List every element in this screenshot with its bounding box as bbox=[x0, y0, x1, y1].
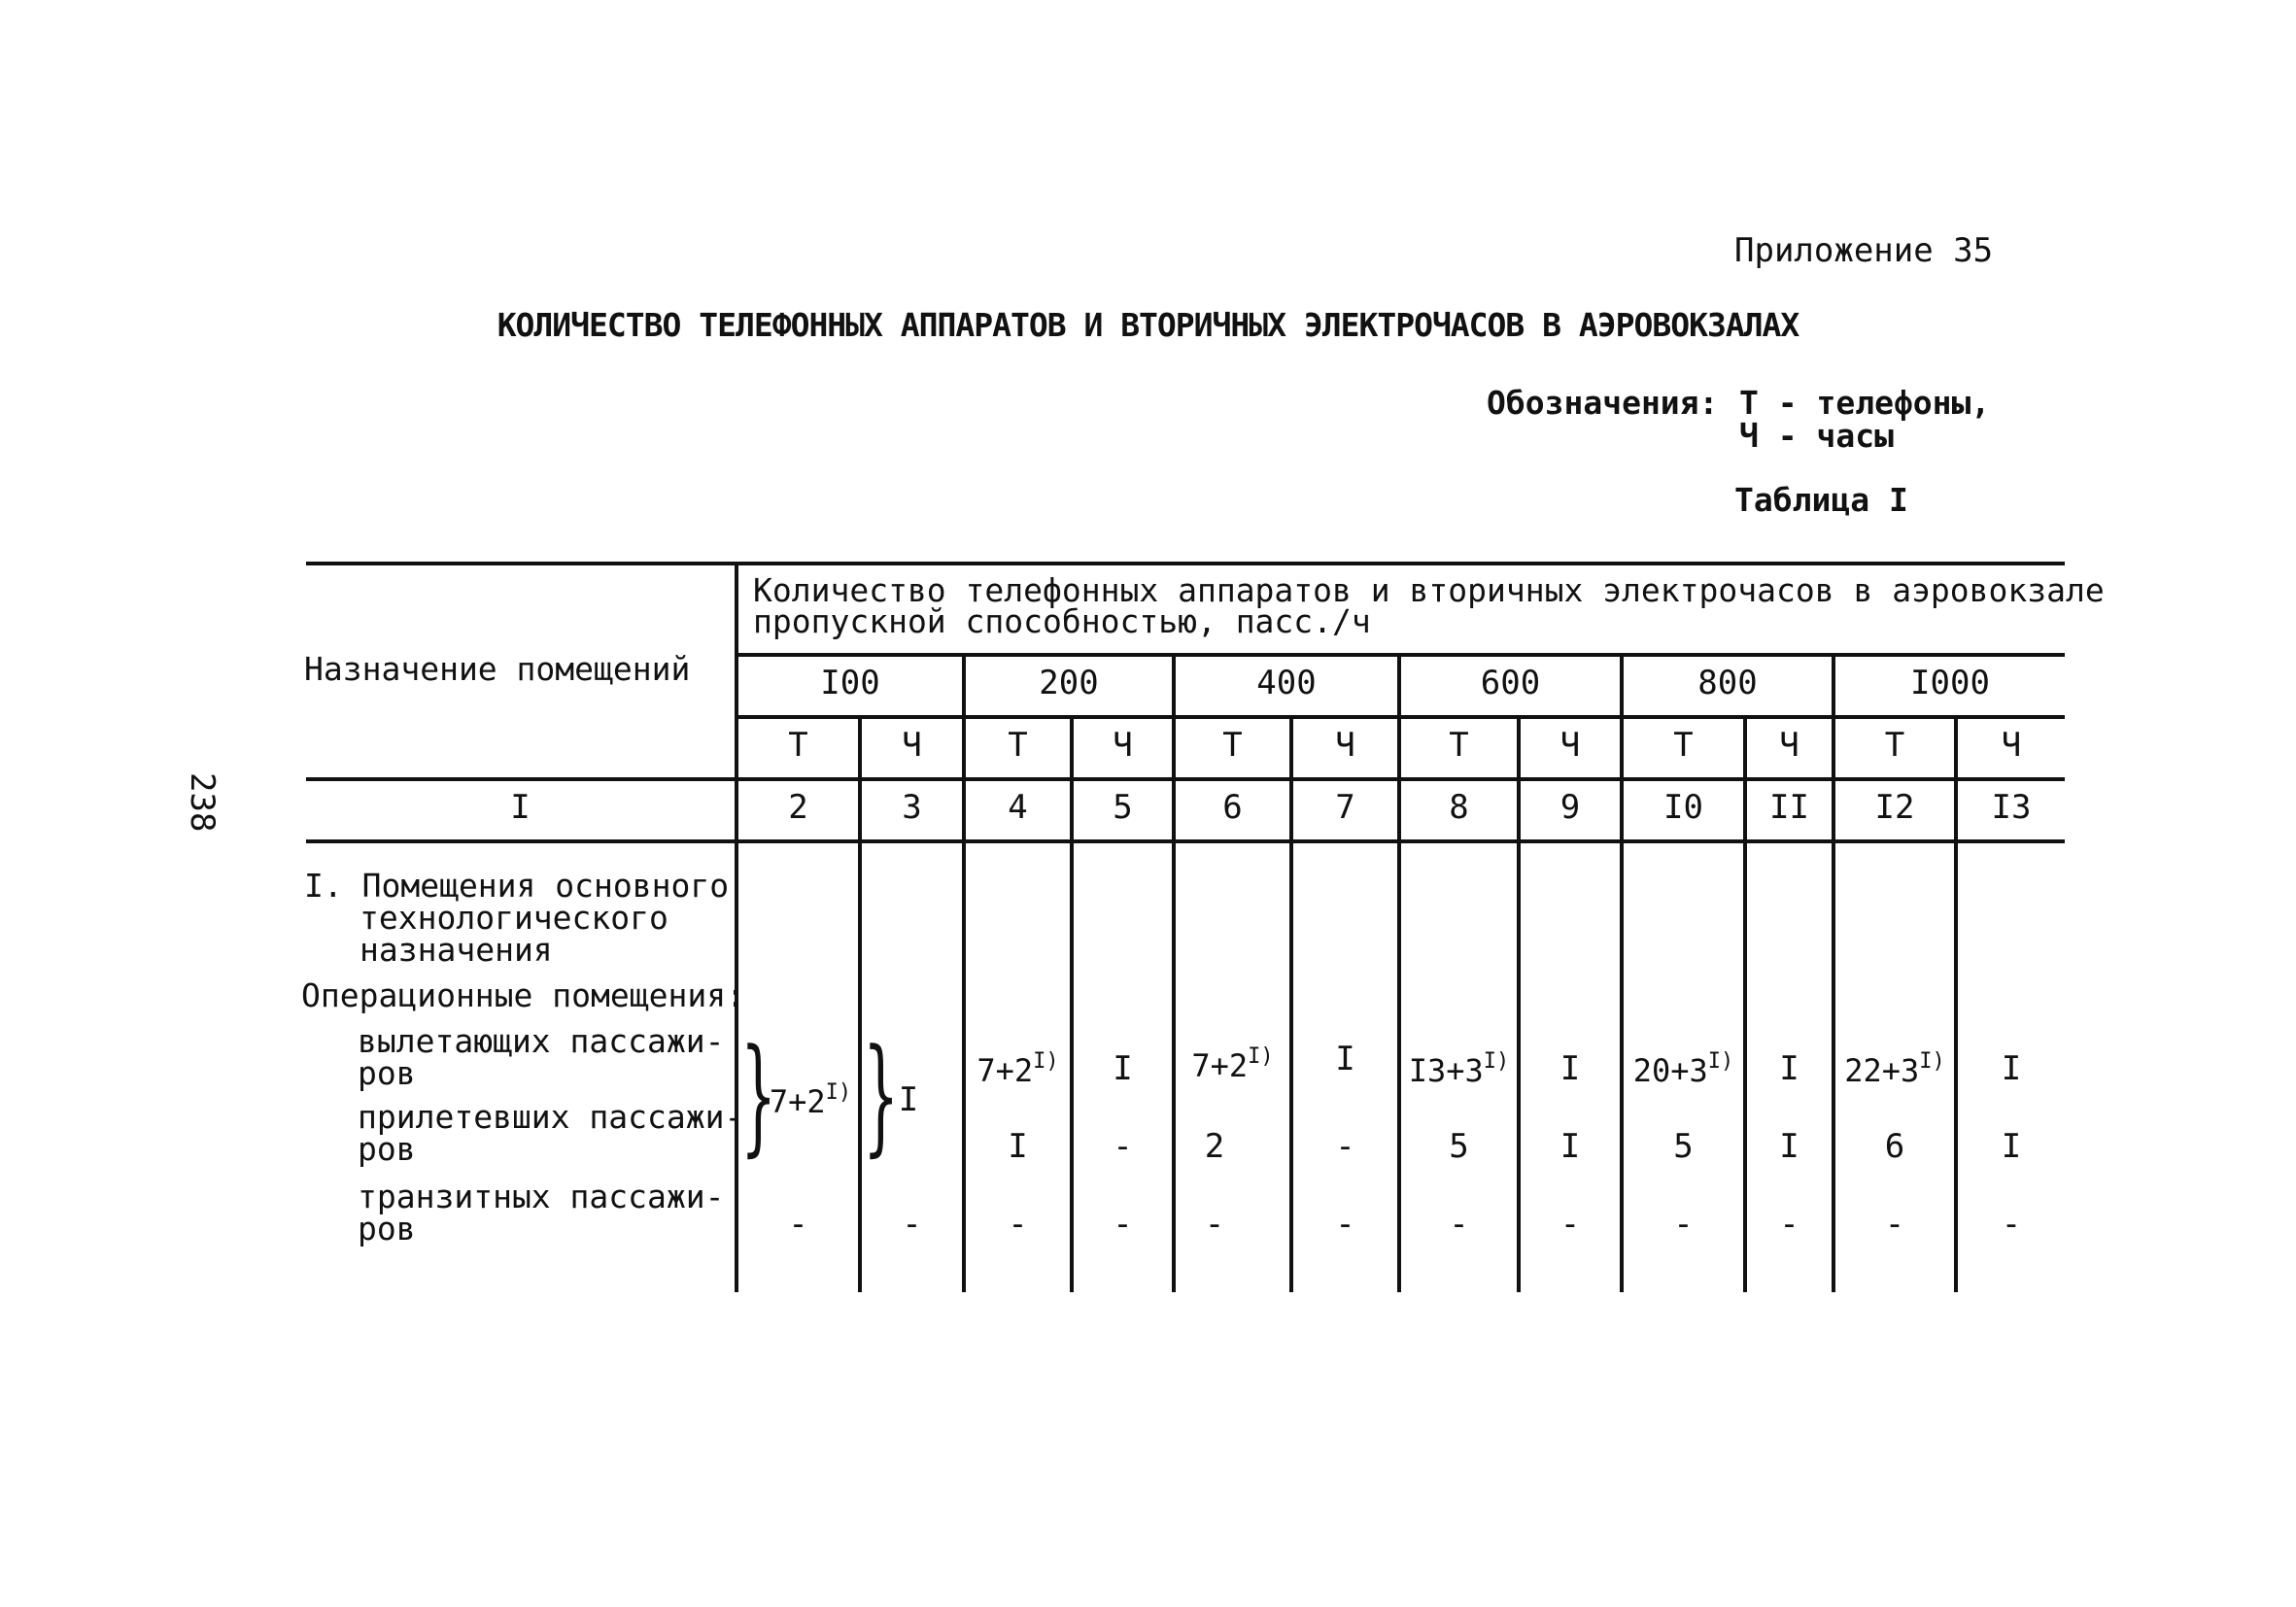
sub-header: Ч bbox=[1779, 726, 1799, 765]
section-line: I. Помещения основного bbox=[304, 867, 730, 905]
section-line: назначения bbox=[360, 931, 553, 969]
footnote-mark: I) bbox=[1707, 1049, 1734, 1074]
footnote-mark: I) bbox=[1033, 1049, 1059, 1074]
value-cell: 5 bbox=[1673, 1127, 1694, 1166]
value-cell: 5 bbox=[1449, 1127, 1469, 1166]
row-name-line: транзитных пассажи- bbox=[358, 1178, 725, 1215]
value-cell: - bbox=[1449, 1205, 1469, 1244]
sub-header: Ч bbox=[2001, 726, 2022, 765]
column-number: 3 bbox=[902, 788, 922, 827]
row-name-transit bbox=[358, 1178, 725, 1248]
value-cell: I bbox=[1008, 1127, 1028, 1166]
value-text: 20+3 bbox=[1632, 1052, 1708, 1089]
capacity-1000: I000 bbox=[1910, 664, 1990, 702]
footnote-mark: I) bbox=[1919, 1049, 1945, 1074]
value-cell: I bbox=[1559, 1127, 1581, 1166]
capacity-800: 800 bbox=[1697, 664, 1758, 702]
section-line: технологического bbox=[360, 899, 668, 937]
value-cell: I bbox=[2001, 1049, 2022, 1088]
value-cell bbox=[1176, 1044, 1289, 1084]
row-name-line: ров bbox=[358, 1130, 416, 1168]
page-title: КОЛИЧЕСТВО ТЕЛЕФОННЫХ АППАРАТОВ И ВТОРИЧНЫХ ЭЛЕКТРОЧАСОВ В АЭРОВОКЗАЛАХ bbox=[497, 306, 1799, 344]
value-text: 22+3 bbox=[1844, 1052, 1920, 1089]
footnote-mark: I) bbox=[1248, 1044, 1274, 1069]
room-purpose-header: Назначение помещений bbox=[304, 650, 691, 688]
column-number: I2 bbox=[1874, 788, 1915, 827]
value-text: 7+2 bbox=[769, 1083, 826, 1120]
value-cell-merged: I bbox=[898, 1080, 919, 1119]
group-header bbox=[753, 571, 2105, 640]
capacity-100: I00 bbox=[820, 664, 880, 702]
sub-header: Т bbox=[1008, 726, 1028, 765]
column-number: 9 bbox=[1559, 788, 1581, 827]
page-number: 238 bbox=[183, 772, 222, 833]
value-cell: I bbox=[1559, 1049, 1581, 1088]
column-number: 4 bbox=[1008, 788, 1028, 827]
section-title bbox=[304, 867, 730, 969]
column-number: I3 bbox=[1991, 788, 2032, 827]
column-number: II bbox=[1769, 788, 1809, 827]
value-cell: - bbox=[1673, 1205, 1694, 1244]
value-cell: 6 bbox=[1884, 1127, 1905, 1166]
column-number: 5 bbox=[1113, 788, 1133, 827]
operational-rooms-label: Операционные помещения: bbox=[301, 976, 745, 1014]
value-cell bbox=[1624, 1049, 1743, 1089]
value-cell: I bbox=[1779, 1049, 1799, 1088]
column-number: 8 bbox=[1449, 788, 1469, 827]
appendix-label: Приложение 35 bbox=[1734, 231, 1994, 270]
sub-header: Ч bbox=[1113, 726, 1133, 765]
value-cell: I bbox=[2001, 1127, 2022, 1166]
brace-right: } bbox=[863, 1021, 900, 1169]
sub-header: Т bbox=[1884, 726, 1905, 765]
footnote-mark: I) bbox=[825, 1080, 852, 1105]
legend-clocks: Ч - часы bbox=[1739, 417, 1894, 455]
value-cell: - bbox=[1884, 1205, 1905, 1244]
row-name-line: вылетающих пассажи- bbox=[358, 1022, 725, 1060]
value-cell: I bbox=[1113, 1049, 1133, 1088]
legend-label: Обозначения: bbox=[1487, 384, 1719, 422]
legend bbox=[1487, 384, 1991, 455]
sub-header: Т bbox=[788, 726, 808, 765]
value-text: I3+3 bbox=[1408, 1052, 1484, 1089]
value-cell: - bbox=[902, 1205, 922, 1244]
value-cell: - bbox=[1779, 1205, 1799, 1244]
sub-header: Т bbox=[1222, 726, 1243, 765]
value-text: 7+2 bbox=[977, 1052, 1034, 1089]
value-cell: - bbox=[1204, 1205, 1225, 1244]
value-cell: - bbox=[2001, 1205, 2022, 1244]
row-name-line: ров bbox=[358, 1054, 416, 1092]
value-cell: - bbox=[1008, 1205, 1028, 1244]
column-number: 6 bbox=[1222, 788, 1243, 827]
value-cell-merged bbox=[763, 1080, 858, 1120]
value-cell: - bbox=[1113, 1205, 1133, 1244]
row-name-line: прилетевших пассажи- bbox=[358, 1098, 744, 1136]
value-cell: 2 bbox=[1204, 1127, 1225, 1166]
value-cell: - bbox=[1113, 1127, 1133, 1166]
row-name-line: ров bbox=[358, 1210, 416, 1248]
value-cell: - bbox=[1335, 1205, 1355, 1244]
row-name-departing bbox=[358, 1022, 725, 1092]
capacity-200: 200 bbox=[1039, 664, 1099, 702]
value-cell: I bbox=[1779, 1127, 1799, 1166]
row-name-arriving bbox=[358, 1098, 744, 1168]
column-number: 7 bbox=[1335, 788, 1355, 827]
value-cell bbox=[1835, 1049, 1954, 1089]
capacity-400: 400 bbox=[1256, 664, 1317, 702]
footnote-mark: I) bbox=[1483, 1049, 1510, 1074]
brace-left: } bbox=[740, 1021, 777, 1169]
column-number: I0 bbox=[1663, 788, 1703, 827]
table-number: Таблица I bbox=[1734, 481, 1908, 519]
legend-phones: Т - телефоны, bbox=[1739, 384, 1991, 422]
value-text: 7+2 bbox=[1191, 1047, 1249, 1084]
sub-header: Ч bbox=[1559, 726, 1581, 765]
group-header-line1: Количество телефонных аппаратов и вторичных электрочасов в аэровокзале bbox=[753, 571, 2105, 609]
sub-header: Т bbox=[1673, 726, 1694, 765]
column-number: I bbox=[510, 788, 531, 827]
value-cell: - bbox=[1559, 1205, 1581, 1244]
value-cell: I bbox=[1335, 1040, 1355, 1078]
capacity-600: 600 bbox=[1480, 664, 1541, 702]
sub-header: Ч bbox=[902, 726, 922, 765]
value-cell bbox=[966, 1049, 1070, 1089]
sub-header: Ч bbox=[1335, 726, 1355, 765]
value-cell: - bbox=[788, 1205, 808, 1244]
value-cell: - bbox=[1335, 1127, 1355, 1166]
sub-header: Т bbox=[1449, 726, 1469, 765]
column-number: 2 bbox=[788, 788, 808, 827]
group-header-line2: пропускной способностью, пасс./ч bbox=[753, 602, 1371, 640]
value-cell bbox=[1401, 1049, 1517, 1089]
